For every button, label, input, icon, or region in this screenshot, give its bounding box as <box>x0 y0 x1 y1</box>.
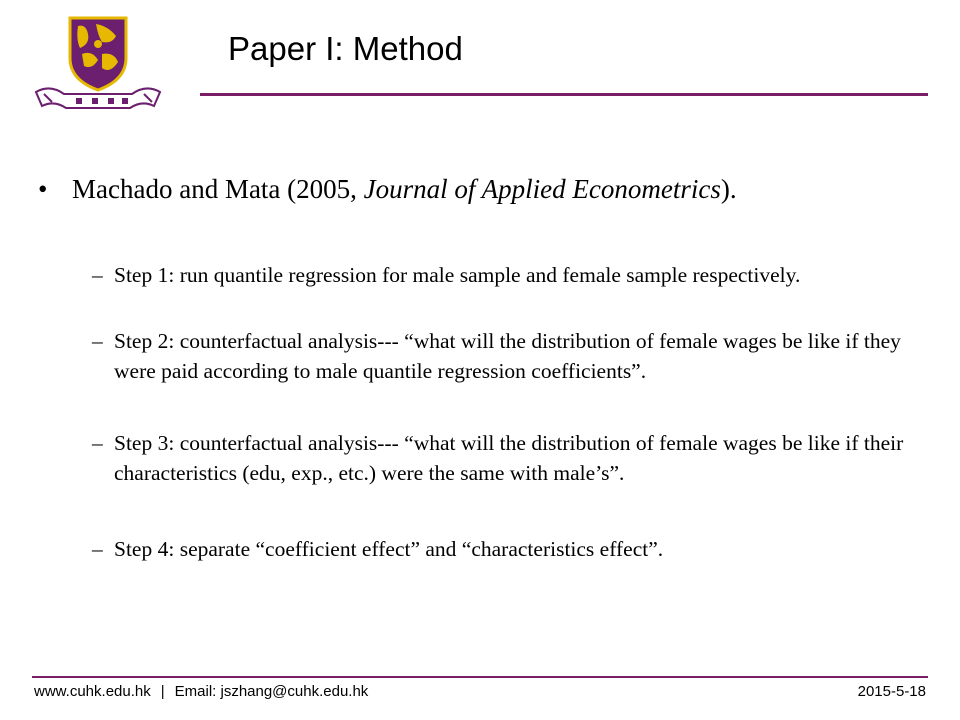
footer-website-link[interactable]: www.cuhk.edu.hk <box>34 683 151 700</box>
university-crest-icon <box>30 14 180 114</box>
main-bullet-text <box>72 172 737 206</box>
step-marker: – <box>92 431 103 455</box>
citation-suffix: ). <box>720 174 737 204</box>
footer-email[interactable]: Email: jszhang@cuhk.edu.hk <box>174 683 369 700</box>
footer-contact <box>34 683 368 700</box>
citation-prefix: Machado and Mata (2005, <box>72 174 364 204</box>
bullet-marker: • <box>38 174 48 204</box>
step-text: Step 3: counterfactual analysis--- “what will the distribution of female wages be like if their characteristics (edu, exp., etc.) were the same with male’s”. <box>114 431 904 485</box>
title-divider <box>200 93 928 96</box>
slide-title: Paper I: Method <box>228 30 463 67</box>
step-text: Step 1: run quantile regression for male sample and female sample respectively. <box>114 263 801 287</box>
step-marker: – <box>92 329 103 353</box>
step-text: Step 2: counterfactual analysis--- “what will the distribution of female wages be like if they were paid according to male quantile regression coefficients”. <box>114 329 901 383</box>
footer-divider <box>32 676 928 678</box>
footer-separator: | <box>160 683 165 700</box>
step-marker: – <box>92 537 103 561</box>
step-marker: – <box>92 263 103 287</box>
step-text: Step 4: separate “coefficient effect” and “characteristics effect”. <box>114 537 664 561</box>
journal-name: Journal of Applied Econometrics <box>363 174 721 204</box>
footer-date: 2015-5-18 <box>857 683 926 700</box>
